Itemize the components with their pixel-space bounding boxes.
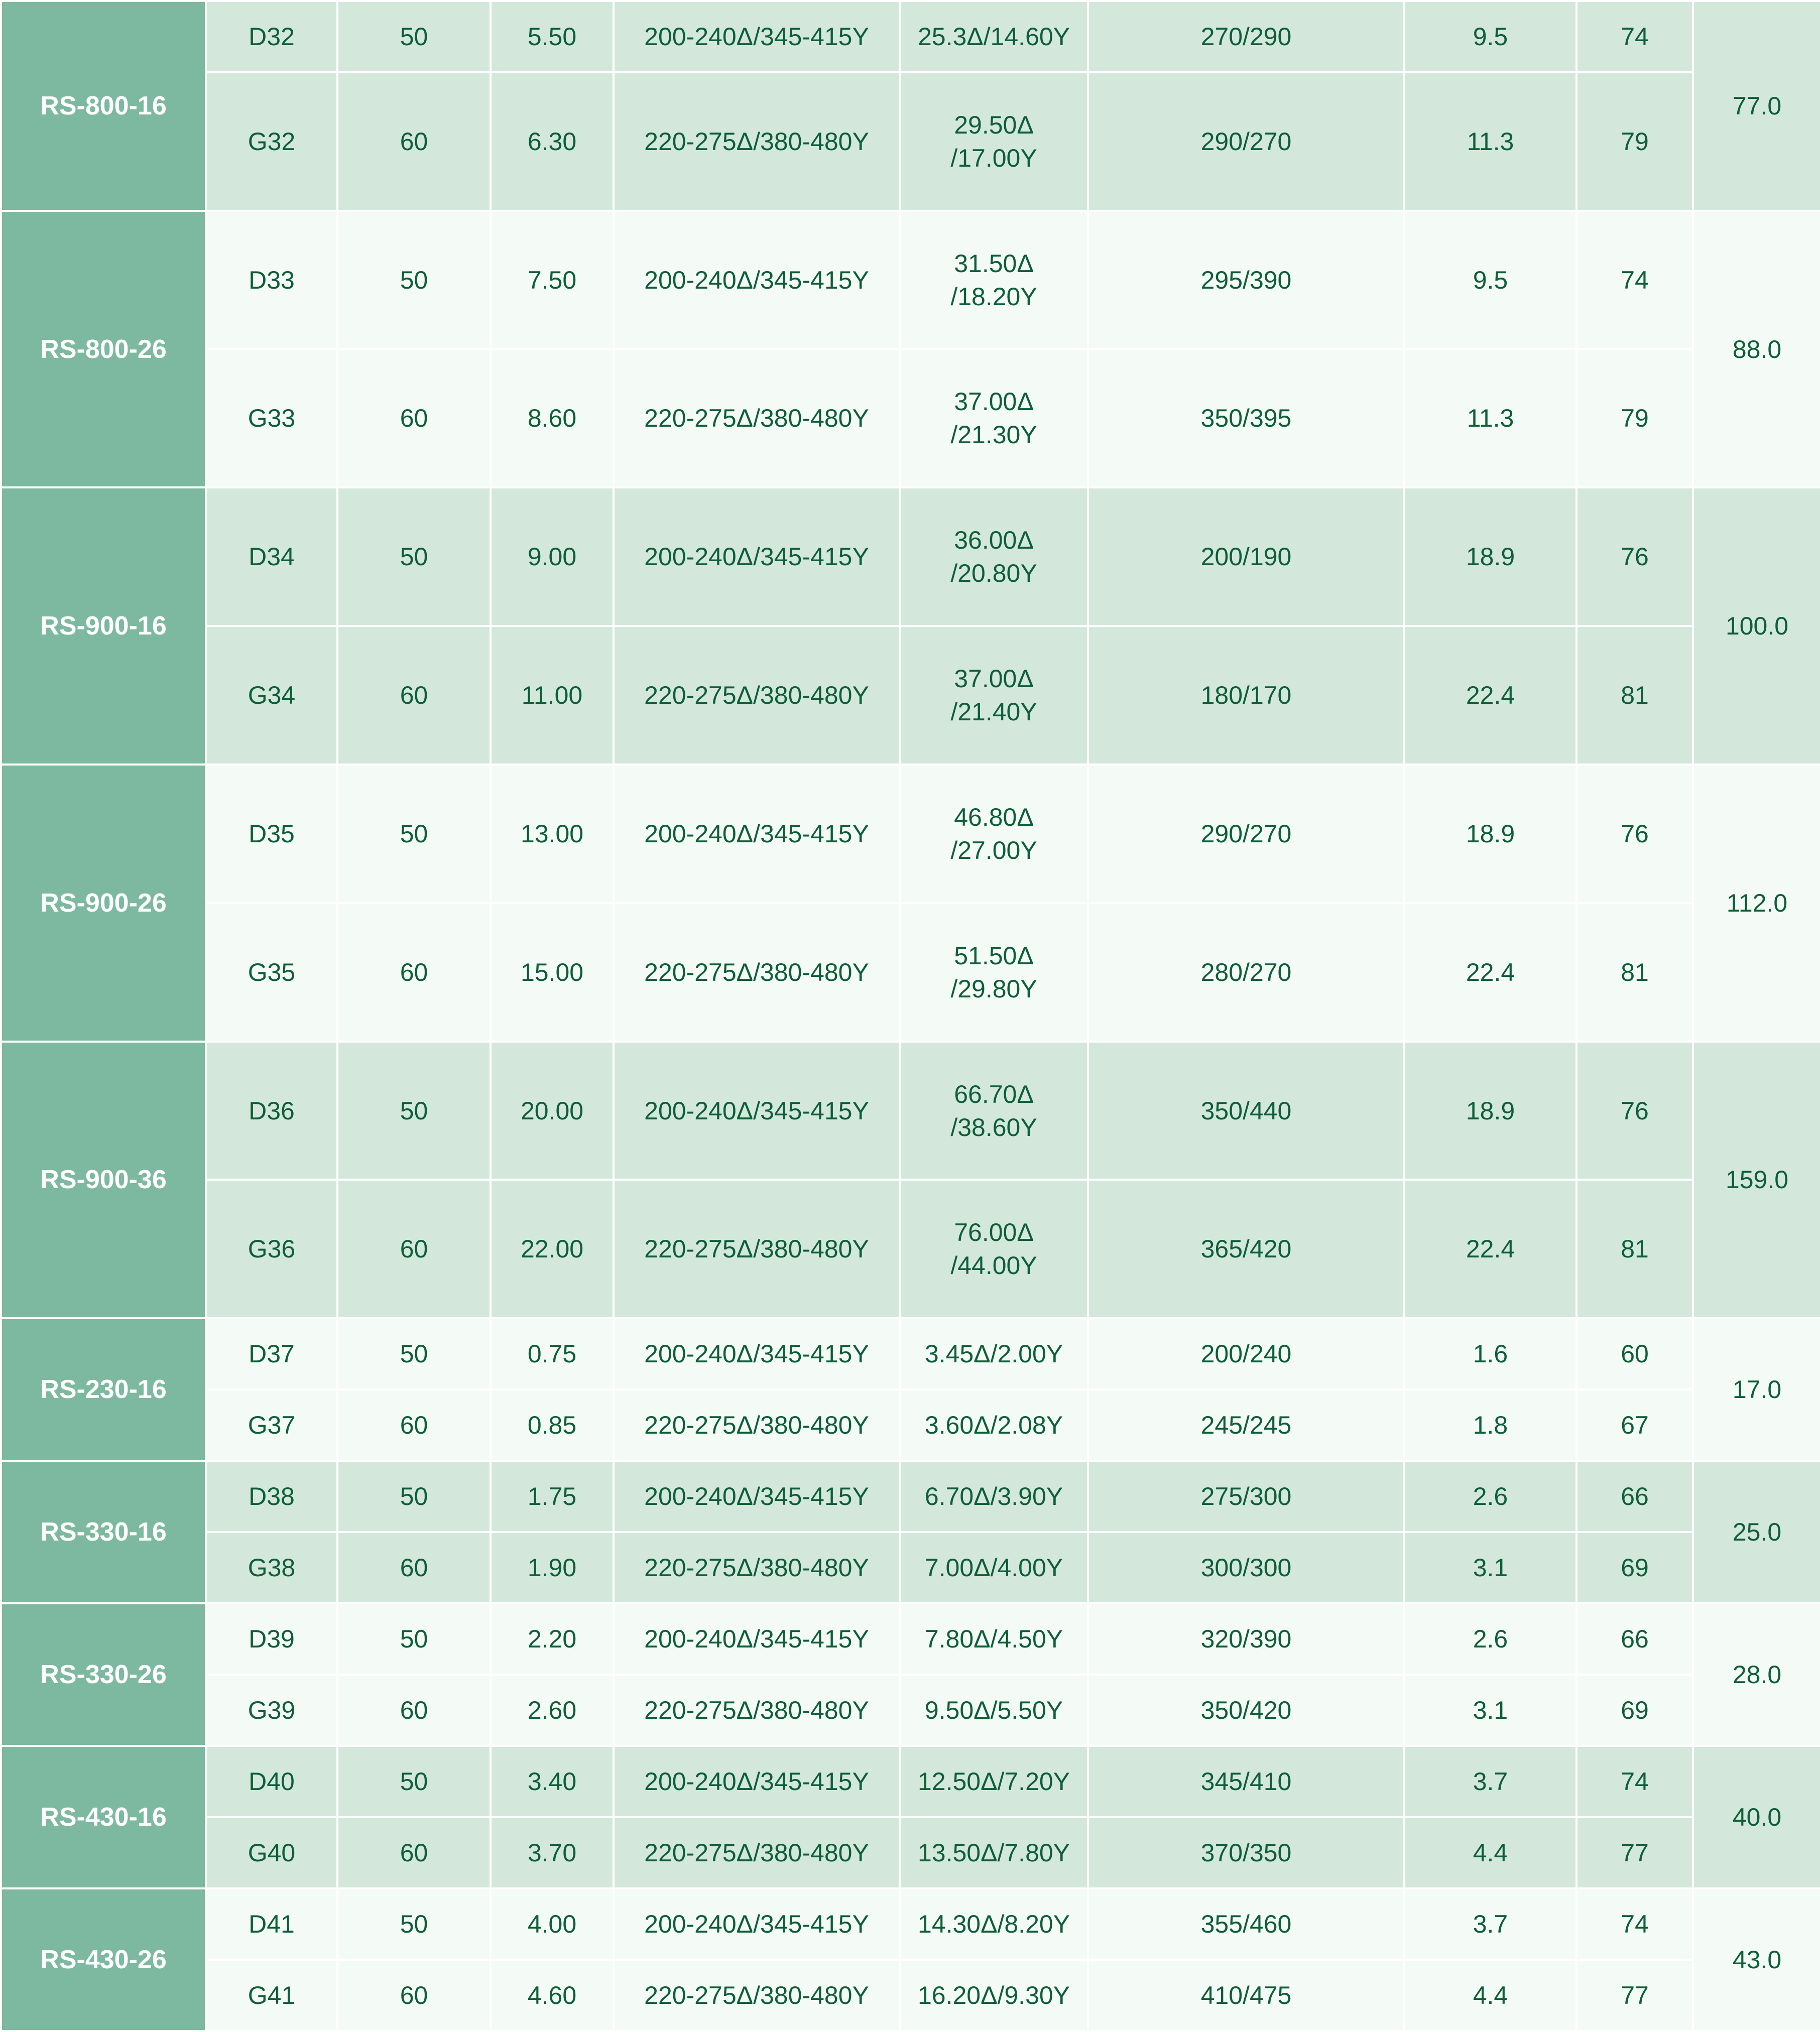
current-line: 3.45Δ/2.00Y bbox=[924, 1340, 1063, 1368]
value-cell-2: 22.4 bbox=[1404, 903, 1576, 1042]
voltage-cell: 200-240Δ/345-415Y bbox=[614, 1888, 900, 1960]
current-line: 51.50Δ bbox=[954, 941, 1034, 970]
table-row bbox=[1, 1461, 1820, 1532]
table-row bbox=[1, 903, 1820, 1042]
value-cell-1: 320/390 bbox=[1088, 1603, 1404, 1675]
current-cell bbox=[900, 1318, 1088, 1389]
frequency-cell: 60 bbox=[337, 1180, 491, 1318]
frequency-cell: 60 bbox=[337, 1675, 491, 1746]
model-name-cell: RS-900-16 bbox=[1, 487, 206, 765]
voltage-cell: 200-240Δ/345-415Y bbox=[614, 1603, 900, 1675]
power-cell: 1.75 bbox=[491, 1461, 614, 1532]
current-line: 25.3Δ/14.60Y bbox=[917, 22, 1070, 51]
value-cell-1: 245/245 bbox=[1088, 1389, 1404, 1461]
power-cell: 11.00 bbox=[491, 626, 614, 765]
frequency-cell: 50 bbox=[337, 1888, 491, 1960]
voltage-cell: 200-240Δ/345-415Y bbox=[614, 765, 900, 903]
code-cell: G35 bbox=[206, 903, 337, 1042]
frequency-cell: 60 bbox=[337, 1960, 491, 2031]
table-row bbox=[1, 211, 1820, 349]
current-line: 7.00Δ/4.00Y bbox=[924, 1554, 1063, 1582]
value-cell-1: 275/300 bbox=[1088, 1461, 1404, 1532]
frequency-cell: 60 bbox=[337, 1389, 491, 1461]
frequency-cell: 50 bbox=[337, 1461, 491, 1532]
value-cell-2: 18.9 bbox=[1404, 1042, 1576, 1180]
code-cell: D37 bbox=[206, 1318, 337, 1389]
value-cell-2: 3.7 bbox=[1404, 1746, 1576, 1817]
current-line: 36.00Δ bbox=[954, 526, 1034, 555]
current-line: 76.00Δ bbox=[954, 1218, 1034, 1247]
table-row bbox=[1, 1960, 1820, 2031]
power-cell: 20.00 bbox=[491, 1042, 614, 1180]
value-cell-3: 79 bbox=[1576, 349, 1693, 488]
value-cell-1: 200/240 bbox=[1088, 1318, 1404, 1389]
frequency-cell: 50 bbox=[337, 1318, 491, 1389]
voltage-cell: 200-240Δ/345-415Y bbox=[614, 1461, 900, 1532]
code-cell: D40 bbox=[206, 1746, 337, 1817]
value-cell-1: 410/475 bbox=[1088, 1960, 1404, 2031]
table-row bbox=[1, 1817, 1820, 1888]
code-cell: G41 bbox=[206, 1960, 337, 2031]
code-cell: G34 bbox=[206, 626, 337, 765]
value-cell-1: 300/300 bbox=[1088, 1532, 1404, 1603]
value-cell-2: 18.9 bbox=[1404, 765, 1576, 903]
value-cell-2: 22.4 bbox=[1404, 626, 1576, 765]
value-cell-2: 3.7 bbox=[1404, 1888, 1576, 1960]
table-row bbox=[1, 765, 1820, 903]
code-cell: G32 bbox=[206, 72, 337, 211]
value-cell-2: 3.1 bbox=[1404, 1532, 1576, 1603]
value-cell-1: 295/390 bbox=[1088, 211, 1404, 349]
power-cell: 0.75 bbox=[491, 1318, 614, 1389]
voltage-cell: 220-275Δ/380-480Y bbox=[614, 903, 900, 1042]
value-cell-1: 290/270 bbox=[1088, 72, 1404, 211]
model-name-cell: RS-900-26 bbox=[1, 765, 206, 1042]
value-cell-3: 77 bbox=[1576, 1817, 1693, 1888]
value-cell-2: 2.6 bbox=[1404, 1603, 1576, 1675]
current-line: 37.00Δ bbox=[954, 388, 1034, 416]
model-name-cell: RS-330-16 bbox=[1, 1461, 206, 1603]
code-cell: G38 bbox=[206, 1532, 337, 1603]
table-row bbox=[1, 72, 1820, 211]
weight-cell: 100.0 bbox=[1693, 487, 1820, 765]
voltage-cell: 200-240Δ/345-415Y bbox=[614, 1, 900, 72]
value-cell-2: 11.3 bbox=[1404, 349, 1576, 488]
value-cell-3: 74 bbox=[1576, 1746, 1693, 1817]
power-cell: 4.00 bbox=[491, 1888, 614, 1960]
code-cell: G36 bbox=[206, 1180, 337, 1318]
code-cell: G40 bbox=[206, 1817, 337, 1888]
value-cell-2: 9.5 bbox=[1404, 211, 1576, 349]
power-cell: 2.60 bbox=[491, 1675, 614, 1746]
current-cell bbox=[900, 72, 1088, 211]
weight-cell: 88.0 bbox=[1693, 211, 1820, 488]
value-cell-3: 76 bbox=[1576, 1042, 1693, 1180]
value-cell-1: 270/290 bbox=[1088, 1, 1404, 72]
model-name-cell: RS-800-16 bbox=[1, 1, 206, 211]
current-cell bbox=[900, 487, 1088, 626]
frequency-cell: 60 bbox=[337, 1817, 491, 1888]
voltage-cell: 200-240Δ/345-415Y bbox=[614, 487, 900, 626]
current-cell bbox=[900, 1817, 1088, 1888]
current-line: /27.00Y bbox=[950, 836, 1037, 864]
frequency-cell: 60 bbox=[337, 1532, 491, 1603]
value-cell-2: 1.6 bbox=[1404, 1318, 1576, 1389]
value-cell-3: 67 bbox=[1576, 1389, 1693, 1461]
current-line: 16.20Δ/9.30Y bbox=[917, 1981, 1070, 2009]
voltage-cell: 220-275Δ/380-480Y bbox=[614, 349, 900, 488]
current-cell bbox=[900, 1461, 1088, 1532]
value-cell-3: 81 bbox=[1576, 626, 1693, 765]
power-cell: 7.50 bbox=[491, 211, 614, 349]
value-cell-3: 74 bbox=[1576, 1, 1693, 72]
frequency-cell: 50 bbox=[337, 487, 491, 626]
weight-cell: 77.0 bbox=[1693, 1, 1820, 211]
current-line: 6.70Δ/3.90Y bbox=[924, 1482, 1063, 1511]
value-cell-3: 69 bbox=[1576, 1675, 1693, 1746]
current-cell bbox=[900, 1603, 1088, 1675]
current-line: 7.80Δ/4.50Y bbox=[924, 1625, 1063, 1654]
code-cell: G39 bbox=[206, 1675, 337, 1746]
table-row bbox=[1, 349, 1820, 488]
frequency-cell: 50 bbox=[337, 211, 491, 349]
value-cell-3: 69 bbox=[1576, 1532, 1693, 1603]
voltage-cell: 200-240Δ/345-415Y bbox=[614, 1318, 900, 1389]
voltage-cell: 220-275Δ/380-480Y bbox=[614, 72, 900, 211]
frequency-cell: 50 bbox=[337, 1603, 491, 1675]
current-cell bbox=[900, 1042, 1088, 1180]
table-row bbox=[1, 626, 1820, 765]
current-line: 31.50Δ bbox=[954, 249, 1034, 278]
power-cell: 9.00 bbox=[491, 487, 614, 626]
current-cell bbox=[900, 1532, 1088, 1603]
current-cell bbox=[900, 765, 1088, 903]
table-row bbox=[1, 1042, 1820, 1180]
value-cell-3: 66 bbox=[1576, 1603, 1693, 1675]
code-cell: D39 bbox=[206, 1603, 337, 1675]
model-name-cell: RS-430-26 bbox=[1, 1888, 206, 2031]
current-line: 3.60Δ/2.08Y bbox=[924, 1411, 1063, 1440]
value-cell-2: 22.4 bbox=[1404, 1180, 1576, 1318]
current-cell bbox=[900, 211, 1088, 349]
frequency-cell: 50 bbox=[337, 1042, 491, 1180]
model-name-cell: RS-330-26 bbox=[1, 1603, 206, 1746]
power-cell: 13.00 bbox=[491, 765, 614, 903]
current-line: /38.60Y bbox=[950, 1113, 1037, 1141]
weight-cell: 40.0 bbox=[1693, 1746, 1820, 1888]
table-row bbox=[1, 1389, 1820, 1461]
value-cell-1: 290/270 bbox=[1088, 765, 1404, 903]
value-cell-1: 280/270 bbox=[1088, 903, 1404, 1042]
code-cell: G37 bbox=[206, 1389, 337, 1461]
current-line: /29.80Y bbox=[950, 974, 1037, 1003]
power-cell: 8.60 bbox=[491, 349, 614, 488]
weight-cell: 17.0 bbox=[1693, 1318, 1820, 1461]
current-line: 9.50Δ/5.50Y bbox=[924, 1696, 1063, 1724]
voltage-cell: 220-275Δ/380-480Y bbox=[614, 1389, 900, 1461]
current-cell bbox=[900, 349, 1088, 488]
frequency-cell: 60 bbox=[337, 72, 491, 211]
current-cell bbox=[900, 1960, 1088, 2031]
table-row bbox=[1, 487, 1820, 626]
code-cell: D33 bbox=[206, 211, 337, 349]
value-cell-3: 66 bbox=[1576, 1461, 1693, 1532]
frequency-cell: 50 bbox=[337, 1746, 491, 1817]
voltage-cell: 220-275Δ/380-480Y bbox=[614, 1675, 900, 1746]
table-row bbox=[1, 1, 1820, 72]
model-name-cell: RS-900-36 bbox=[1, 1042, 206, 1319]
current-cell bbox=[900, 1389, 1088, 1461]
code-cell: D34 bbox=[206, 487, 337, 626]
code-cell: D32 bbox=[206, 1, 337, 72]
model-name-cell: RS-800-26 bbox=[1, 211, 206, 488]
spec-table-body bbox=[1, 1, 1820, 2031]
value-cell-3: 77 bbox=[1576, 1960, 1693, 2031]
value-cell-2: 3.1 bbox=[1404, 1675, 1576, 1746]
value-cell-1: 350/420 bbox=[1088, 1675, 1404, 1746]
power-cell: 4.60 bbox=[491, 1960, 614, 2031]
value-cell-2: 18.9 bbox=[1404, 487, 1576, 626]
voltage-cell: 200-240Δ/345-415Y bbox=[614, 211, 900, 349]
table-row bbox=[1, 1888, 1820, 1960]
weight-cell: 43.0 bbox=[1693, 1888, 1820, 2031]
value-cell-3: 74 bbox=[1576, 211, 1693, 349]
current-line: 29.50Δ bbox=[954, 110, 1034, 139]
value-cell-2: 9.5 bbox=[1404, 1, 1576, 72]
table-row bbox=[1, 1675, 1820, 1746]
current-cell bbox=[900, 626, 1088, 765]
value-cell-3: 81 bbox=[1576, 903, 1693, 1042]
value-cell-2: 2.6 bbox=[1404, 1461, 1576, 1532]
code-cell: G33 bbox=[206, 349, 337, 488]
current-line: /44.00Y bbox=[950, 1251, 1037, 1280]
weight-cell: 112.0 bbox=[1693, 765, 1820, 1042]
value-cell-2: 11.3 bbox=[1404, 72, 1576, 211]
code-cell: D41 bbox=[206, 1888, 337, 1960]
value-cell-3: 76 bbox=[1576, 487, 1693, 626]
frequency-cell: 60 bbox=[337, 349, 491, 488]
current-line: 46.80Δ bbox=[954, 803, 1034, 831]
power-cell: 15.00 bbox=[491, 903, 614, 1042]
power-cell: 3.70 bbox=[491, 1817, 614, 1888]
value-cell-3: 79 bbox=[1576, 72, 1693, 211]
current-cell bbox=[900, 1180, 1088, 1318]
value-cell-1: 350/395 bbox=[1088, 349, 1404, 488]
model-name-cell: RS-430-16 bbox=[1, 1746, 206, 1888]
value-cell-2: 1.8 bbox=[1404, 1389, 1576, 1461]
value-cell-1: 345/410 bbox=[1088, 1746, 1404, 1817]
current-line: /21.40Y bbox=[950, 698, 1037, 726]
voltage-cell: 220-275Δ/380-480Y bbox=[614, 626, 900, 765]
value-cell-1: 180/170 bbox=[1088, 626, 1404, 765]
current-cell bbox=[900, 903, 1088, 1042]
current-line: 66.70Δ bbox=[954, 1080, 1034, 1108]
voltage-cell: 220-275Δ/380-480Y bbox=[614, 1532, 900, 1603]
voltage-cell: 220-275Δ/380-480Y bbox=[614, 1817, 900, 1888]
voltage-cell: 200-240Δ/345-415Y bbox=[614, 1746, 900, 1817]
value-cell-3: 81 bbox=[1576, 1180, 1693, 1318]
power-cell: 1.90 bbox=[491, 1532, 614, 1603]
frequency-cell: 50 bbox=[337, 765, 491, 903]
table-row bbox=[1, 1180, 1820, 1318]
current-line: /17.00Y bbox=[950, 144, 1037, 172]
value-cell-1: 200/190 bbox=[1088, 487, 1404, 626]
voltage-cell: 220-275Δ/380-480Y bbox=[614, 1960, 900, 2031]
code-cell: D38 bbox=[206, 1461, 337, 1532]
value-cell-3: 74 bbox=[1576, 1888, 1693, 1960]
voltage-cell: 220-275Δ/380-480Y bbox=[614, 1180, 900, 1318]
current-line: 12.50Δ/7.20Y bbox=[917, 1767, 1070, 1796]
power-cell: 6.30 bbox=[491, 72, 614, 211]
value-cell-3: 60 bbox=[1576, 1318, 1693, 1389]
value-cell-1: 355/460 bbox=[1088, 1888, 1404, 1960]
table-row bbox=[1, 1746, 1820, 1817]
weight-cell: 28.0 bbox=[1693, 1603, 1820, 1746]
weight-cell: 159.0 bbox=[1693, 1042, 1820, 1319]
frequency-cell: 50 bbox=[337, 1, 491, 72]
current-line: 14.30Δ/8.20Y bbox=[917, 1910, 1070, 1938]
current-cell bbox=[900, 1888, 1088, 1960]
current-line: 37.00Δ bbox=[954, 665, 1034, 693]
value-cell-1: 350/440 bbox=[1088, 1042, 1404, 1180]
power-cell: 2.20 bbox=[491, 1603, 614, 1675]
current-cell bbox=[900, 1746, 1088, 1817]
table-row bbox=[1, 1318, 1820, 1389]
power-cell: 22.00 bbox=[491, 1180, 614, 1318]
table-row bbox=[1, 1603, 1820, 1675]
value-cell-2: 4.4 bbox=[1404, 1960, 1576, 2031]
value-cell-1: 370/350 bbox=[1088, 1817, 1404, 1888]
voltage-cell: 200-240Δ/345-415Y bbox=[614, 1042, 900, 1180]
power-cell: 3.40 bbox=[491, 1746, 614, 1817]
power-cell: 0.85 bbox=[491, 1389, 614, 1461]
code-cell: D36 bbox=[206, 1042, 337, 1180]
current-line: /20.80Y bbox=[950, 559, 1037, 588]
model-name-cell: RS-230-16 bbox=[1, 1318, 206, 1461]
current-cell bbox=[900, 1675, 1088, 1746]
power-cell: 5.50 bbox=[491, 1, 614, 72]
frequency-cell: 60 bbox=[337, 903, 491, 1042]
current-line: 13.50Δ/7.80Y bbox=[917, 1838, 1070, 1867]
frequency-cell: 60 bbox=[337, 626, 491, 765]
value-cell-2: 4.4 bbox=[1404, 1817, 1576, 1888]
weight-cell: 25.0 bbox=[1693, 1461, 1820, 1603]
current-line: /21.30Y bbox=[950, 421, 1037, 449]
current-cell bbox=[900, 1, 1088, 72]
code-cell: D35 bbox=[206, 765, 337, 903]
value-cell-3: 76 bbox=[1576, 765, 1693, 903]
table-row bbox=[1, 1532, 1820, 1603]
value-cell-1: 365/420 bbox=[1088, 1180, 1404, 1318]
current-line: /18.20Y bbox=[950, 282, 1037, 311]
